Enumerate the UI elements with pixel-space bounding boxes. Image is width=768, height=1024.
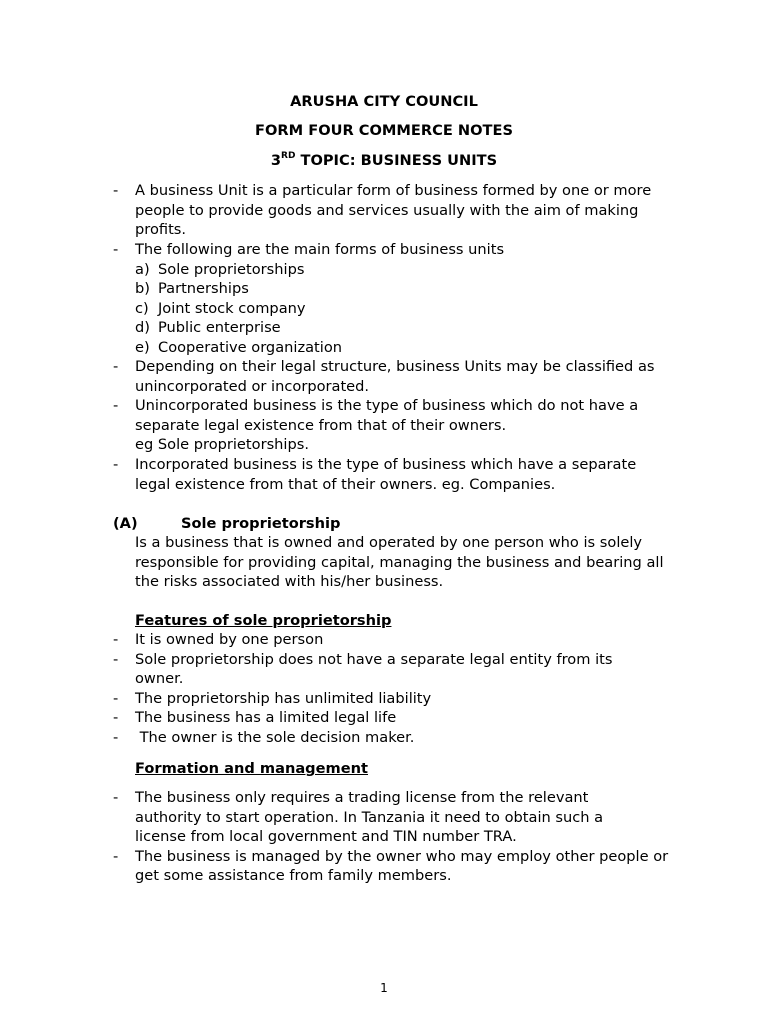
bullet-dash: -: [113, 847, 119, 865]
formation-title: Formation and management: [135, 760, 369, 777]
list-label: c): [135, 299, 149, 317]
feature-text: Sole proprietorship does not have a separate legal entity from its owner.: [135, 650, 613, 687]
feature-text: The proprietorship has unlimited liability: [135, 689, 432, 707]
topic-text: TOPIC: BUSINESS UNITS: [295, 152, 498, 169]
section-a-title: Sole proprietorship: [181, 515, 341, 532]
list-item: [113, 689, 693, 709]
bullet-dash: -: [113, 689, 119, 707]
intro-bullet-1-text: A business Unit is a particular form of business formed by one or more people to provide goods and services usually with the aim of making profits.: [135, 182, 652, 238]
intro-bullet-5-text: Incorporated business is the type of business which have a separate legal existence from that of their owners. eg. Companies.: [135, 456, 637, 493]
intro-bullet-5: [113, 455, 693, 494]
features-list: [113, 630, 693, 747]
list-label: d): [135, 319, 150, 336]
list-text: Partnerships: [158, 280, 249, 297]
intro-bullet-2: [113, 240, 693, 357]
topic-number: 3: [270, 152, 282, 169]
intro-bullet-2-text: The following are the main forms of business units: [135, 241, 505, 258]
intro-bullet-3: [113, 357, 693, 396]
intro-bullet-3-text: Depending on their legal structure, business Units may be classified as unincorporated or incorporated.: [135, 358, 655, 395]
list-label: a): [135, 260, 150, 278]
list-item: [113, 630, 693, 650]
list-item: [113, 650, 693, 689]
formation-text: The business is managed by the owner who may employ other people or get some assistance from family members.: [135, 847, 669, 884]
bullet-dash: -: [113, 182, 119, 199]
features-heading: [113, 611, 693, 631]
list-item: [113, 728, 693, 748]
bullet-dash: -: [113, 397, 119, 414]
intro-bullet-4: [113, 396, 693, 455]
intro-bullet-4-example: eg Sole proprietorships.: [135, 436, 309, 453]
topic-superscript: RD: [281, 151, 296, 162]
bullet-dash: -: [113, 709, 119, 726]
list-label: b): [135, 280, 150, 297]
definition-text: Is a business that is owned and operated by one person who is solely responsible for providing capital, managing the business and bearing all the risks associated with his/her business.: [135, 534, 664, 590]
forms-list-item: [135, 338, 693, 358]
feature-text: The business has a limited legal life: [135, 709, 397, 726]
bullet-dash: -: [113, 728, 119, 746]
list-text: Cooperative organization: [158, 338, 343, 356]
list-item: [113, 847, 693, 886]
bullet-dash: -: [113, 358, 119, 375]
bullet-dash: -: [113, 241, 119, 258]
list-text: Sole proprietorships: [158, 260, 305, 278]
forms-list-item: [135, 318, 693, 338]
bullet-dash: -: [113, 650, 119, 668]
forms-list-item: [135, 260, 693, 280]
bullet-dash: -: [113, 456, 119, 473]
section-a-definition: [113, 533, 693, 592]
page-number: 1: [380, 981, 388, 995]
section-a-label: (A): [113, 515, 138, 532]
formation-heading: [113, 759, 693, 779]
topic-title: [0, 151, 768, 171]
section-a-heading: [113, 514, 693, 534]
bullet-dash: -: [113, 789, 119, 806]
forms-list-item: [135, 299, 693, 319]
intro-bullet-1: [113, 181, 693, 240]
list-item: [113, 788, 693, 847]
list-label: e): [135, 338, 150, 356]
intro-bullet-4-text: Unincorporated business is the type of business which do not have a separate legal existence from that of their owners.: [135, 397, 639, 434]
features-title: Features of sole proprietorship: [135, 612, 392, 629]
notes-title: FORM FOUR COMMERCE NOTES: [255, 122, 513, 139]
list-item: [113, 708, 693, 728]
forms-list-item: [135, 279, 693, 299]
list-text: Public enterprise: [158, 319, 281, 336]
formation-list: [113, 788, 693, 886]
bullet-dash: -: [113, 631, 119, 648]
feature-text: It is owned by one person: [135, 631, 324, 648]
formation-text: The business only requires a trading license from the relevant authority to start operation. In Tanzania it need to obtain such a license from local government and TIN number TRA.: [135, 789, 604, 845]
list-text: Joint stock company: [158, 299, 306, 317]
feature-text: The owner is the sole decision maker.: [135, 728, 415, 746]
council-title: ARUSHA CITY COUNCIL: [290, 93, 478, 110]
